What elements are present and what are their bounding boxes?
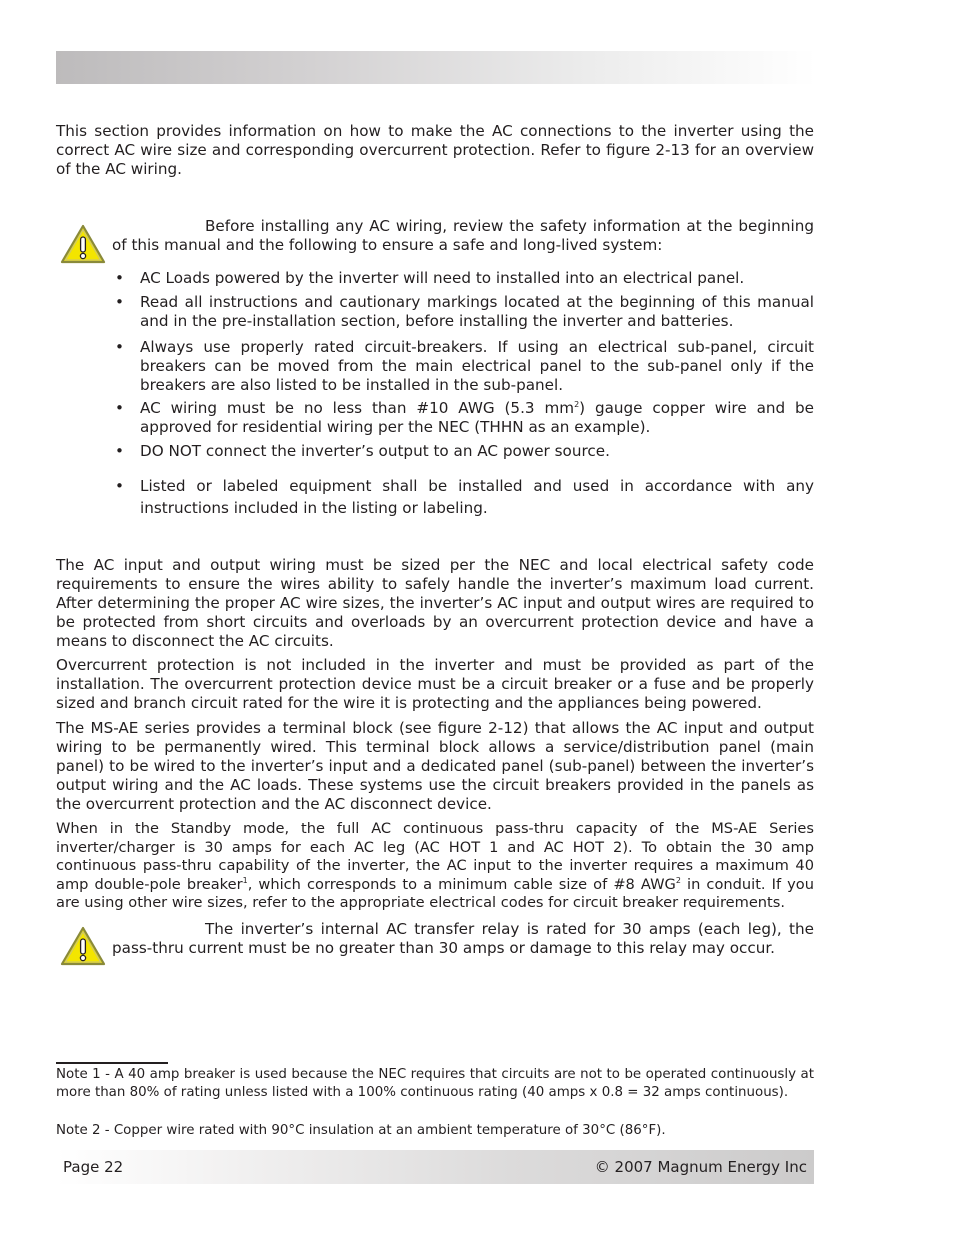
footnote-divider <box>56 1062 168 1064</box>
standby-text-b: , which corresponds to a minimum cable size of #8 AWG <box>247 875 676 893</box>
footnote-2: Note 2 - Copper wire rated with 90°C insulation at an ambient temperature of 30°C (86°F). <box>56 1123 666 1138</box>
bullet-text: Read all instructions and cautionary markings located at the beginning of this manual and in the pre-installation section, before installing the inverter and batteries. <box>140 293 814 330</box>
warning-text-2 <box>112 920 814 958</box>
page-number: Page 22 <box>63 1158 124 1176</box>
list-item: • AC wiring must be no less than #10 AWG (5.3 $mm^2$) gauge copper wire and be approved for residential wiring per the NEC (THHN as an example). <box>115 399 815 436</box>
wire-size-paragraph: The AC input and output wiring must be sized per the NEC and local electrical safety code requirements to ensure the wires ability to safely handle the inverter’s maximum load current. After determining the proper AC wire sizes, the inverter’s AC input and output wires are required to be protected from short circuits and overloads by an overcurrent protection device and have a means to disconnect the AC circuits. <box>56 556 814 650</box>
caution-triangle-icon <box>60 926 106 966</box>
standby-text-a: When in the Standby mode, the full AC continuous pass-thru capacity of the MS-AE Series inverter/charger is 30 amps for each AC leg (AC HOT 1 and AC HOT 2). To obtain the 30 amp continuous pass-thru capability of the inverter, the AC input to the inverter requires a maximum 40 amp double-pole breaker <box>56 820 814 893</box>
bullet-text-cont: ) gauge copper wire and be approved for residential wiring per the NEC (THHN as an example). <box>140 399 815 436</box>
superscript: 2 <box>574 399 580 409</box>
standby-text-c: in conduit. If you are using other wire sizes, refer to the appropriate electrical codes for circuit breaker requirements. <box>56 875 814 911</box>
header-bar <box>56 51 816 84</box>
caution-triangle-icon <box>60 224 106 264</box>
terminal-block-paragraph: The MS-AE series provides a terminal block (see figure 2-12) that allows the AC input and output wiring to be permanently wired. This terminal block allows a service/distribution panel (main panel) to be wired to the inverter’s input and a dedicated panel (sub-panel) between the inverter’s output wiring and the AC loads. These systems use the circuit breakers provided in the panels as the overcurrent protection and the AC disconnect device. <box>56 719 814 813</box>
warning-1-label: Before installing any AC wiring, review the safety information at the beginning of this manual and the following to ensure a safe and long-lived system: <box>112 217 814 254</box>
bullet-text: Always use properly rated circuit-breakers. If using an electrical sub-panel, circuit breakers can be moved from the main electrical panel to the sub-panel only if the breakers are also listed to be installed in the sub-panel. <box>140 338 814 394</box>
list-item: • Always use properly rated circuit-breakers. If using an electrical sub-panel, circuit breakers can be moved from the main electrical panel to the sub-panel only if the breakers are also listed to be installed in the sub-panel. <box>115 338 814 394</box>
footnote-ref-2: 2 <box>675 875 681 885</box>
standby-paragraph <box>56 820 814 913</box>
footnote-ref-1: 1 <box>242 875 248 885</box>
warning-text-1 <box>112 217 814 255</box>
overcurrent-paragraph: Overcurrent protection is not included in the inverter and must be provided as part of the installation. The overcurrent protection device must be a circuit breaker or a fuse and be properly sized and branch circuit rated for the wire it is protecting and the appliances being powered. <box>56 656 814 712</box>
warning-2-label: The inverter’s internal AC transfer relay is rated for 30 amps (each leg), the pass-thru current must be no greater than 30 amps or damage to this relay may occur. <box>112 920 814 957</box>
bullet-text: AC Loads powered by the inverter will need to installed into an electrical panel. <box>140 269 745 287</box>
list-item: • AC Loads powered by the inverter will need to installed into an electrical panel. <box>115 269 745 287</box>
list-item: • Listed or labeled equipment shall be installed and used in accordance with any instructions included in the listing or labeling. <box>115 477 814 517</box>
list-item: • Read all instructions and cautionary markings located at the beginning of this manual and in the pre-installation section, before installing the inverter and batteries. <box>115 293 814 330</box>
list-item: • DO NOT connect the inverter’s output to an AC power source. <box>115 442 610 460</box>
copyright-text: © 2007 Magnum Energy Inc <box>594 1158 807 1176</box>
intro-paragraph: This section provides information on how to make the AC connections to the inverter using the correct AC wire size and corresponding overcurrent protection. Refer to figure 2-13 for an overview of the AC wiring. <box>56 122 814 178</box>
bullet-text: AC wiring must be no less than #10 AWG (5.3 mm <box>140 399 575 417</box>
bullet-text: DO NOT connect the inverter’s output to an AC power source. <box>140 442 610 460</box>
bullet-text: Listed or labeled equipment shall be installed and used in accordance with any instructions included in the listing or labeling. <box>140 477 814 517</box>
footnote-1: Note 1 - A 40 amp breaker is used because the NEC requires that circuits are not to be operated continuously at more than 80% of rating unless listed with a 100% continuous rating (40 amps x 0.8 = 32 amps continuous). <box>56 1067 814 1100</box>
